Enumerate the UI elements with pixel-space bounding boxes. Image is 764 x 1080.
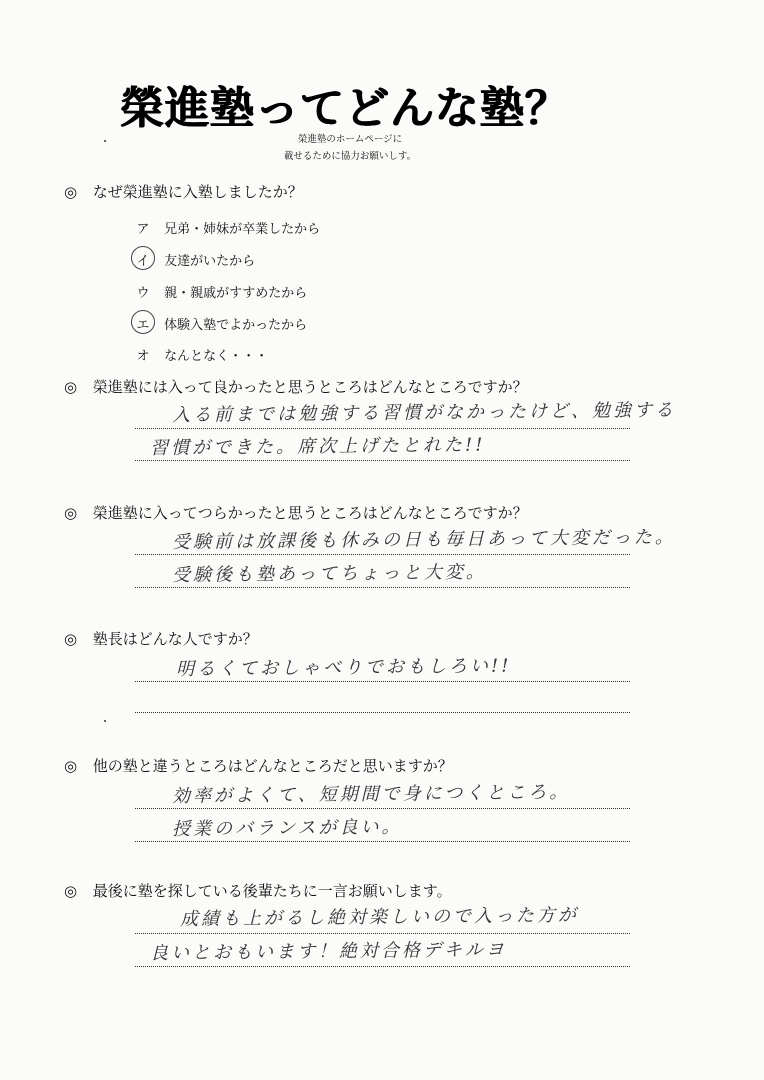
option-b [132,250,255,269]
answer-2-line-1: 入る前までは勉強する習慣がなかったけど、勉強する [171,399,677,426]
subtitle-line-1: 榮進塾のホームページに [297,134,403,145]
question-5 [64,755,453,776]
answer-4-line-1: 明るくておしゃべりでおもしろい!! [175,655,512,680]
option-b-text: 友達がいたから [164,254,256,269]
question-1 [64,181,303,202]
option-a-letter: ア [136,222,150,237]
answer-5-rule-1 [135,808,630,809]
stray-dot [104,140,106,142]
answer-5-line-1: 効率がよくて、短期間で身につくところ。 [171,781,571,807]
bullet-icon: ◎ [64,378,78,396]
option-d-letter-circled: エ [132,314,154,333]
question-6-text: 最後に塾を探している後輩たちに一言お願いします。 [92,882,452,900]
answer-3-rule-2 [135,587,630,588]
question-6 [64,880,452,901]
answer-5-line-2: 授業のバランスが良い。 [171,816,403,840]
answer-6-rule-2 [135,966,630,967]
answer-4-rule-2 [135,712,630,713]
stray-dot [104,720,106,722]
answer-3-line-1: 受験前は放課後も休みの日も毎日あって大変だった。 [171,526,676,553]
option-a-text: 兄弟・姉妹が卒業したから [164,222,321,237]
question-1-text: なぜ榮進塾に入塾しましたか？ [92,183,303,201]
answer-2-line-2: 習慣ができた。席次上げたとれた!! [149,434,486,459]
option-e-text: なんとなく・・・ [164,349,269,364]
bullet-icon: ◎ [64,630,78,648]
option-c-letter: ウ [136,286,150,301]
question-4 [64,628,258,649]
option-d [132,314,307,333]
answer-3-line-2: 受験後も塾あってちょっと大変。 [171,561,487,586]
option-c-text: 親・親戚がすすめたから [164,286,308,301]
answer-6-rule-1 [135,933,630,934]
answer-5-rule-2 [135,841,630,842]
question-3-text: 榮進塾に入ってつらかったと思うところはどんなところですか？ [92,504,528,522]
question-4-text: 塾長はどんな人ですか？ [92,630,258,648]
option-a [132,218,320,237]
answer-6-line-2: 良いとおもいます！絶対合格デキルヨ [149,939,507,964]
subtitle [265,131,435,165]
question-3 [64,502,528,523]
option-b-letter-circled: イ [132,250,154,269]
question-5-text: 他の塾と違うところはどんなところだと思いますか？ [92,757,453,775]
option-c [132,282,307,301]
bullet-icon: ◎ [64,757,78,775]
option-d-text: 体験入塾でよかったから [164,318,308,333]
answer-4-rule-1 [135,681,630,682]
bullet-icon: ◎ [64,504,78,522]
bullet-icon: ◎ [64,183,78,201]
answer-6-line-1: 成績も上がるし絶対楽しいので入った方が [179,904,580,930]
option-e-letter: オ [136,349,150,364]
answer-2-rule-1 [135,428,630,429]
answer-2-rule-2 [135,460,630,461]
option-e [132,345,268,364]
question-2-text: 榮進塾には入って良かったと思うところはどんなところですか？ [92,378,528,396]
subtitle-line-2: 載せるために協力お願いしす。 [283,151,417,162]
answer-3-rule-1 [135,554,630,555]
page-title: 榮進塾ってどんな塾？ [120,83,570,134]
bullet-icon: ◎ [64,882,78,900]
question-2 [64,376,528,397]
